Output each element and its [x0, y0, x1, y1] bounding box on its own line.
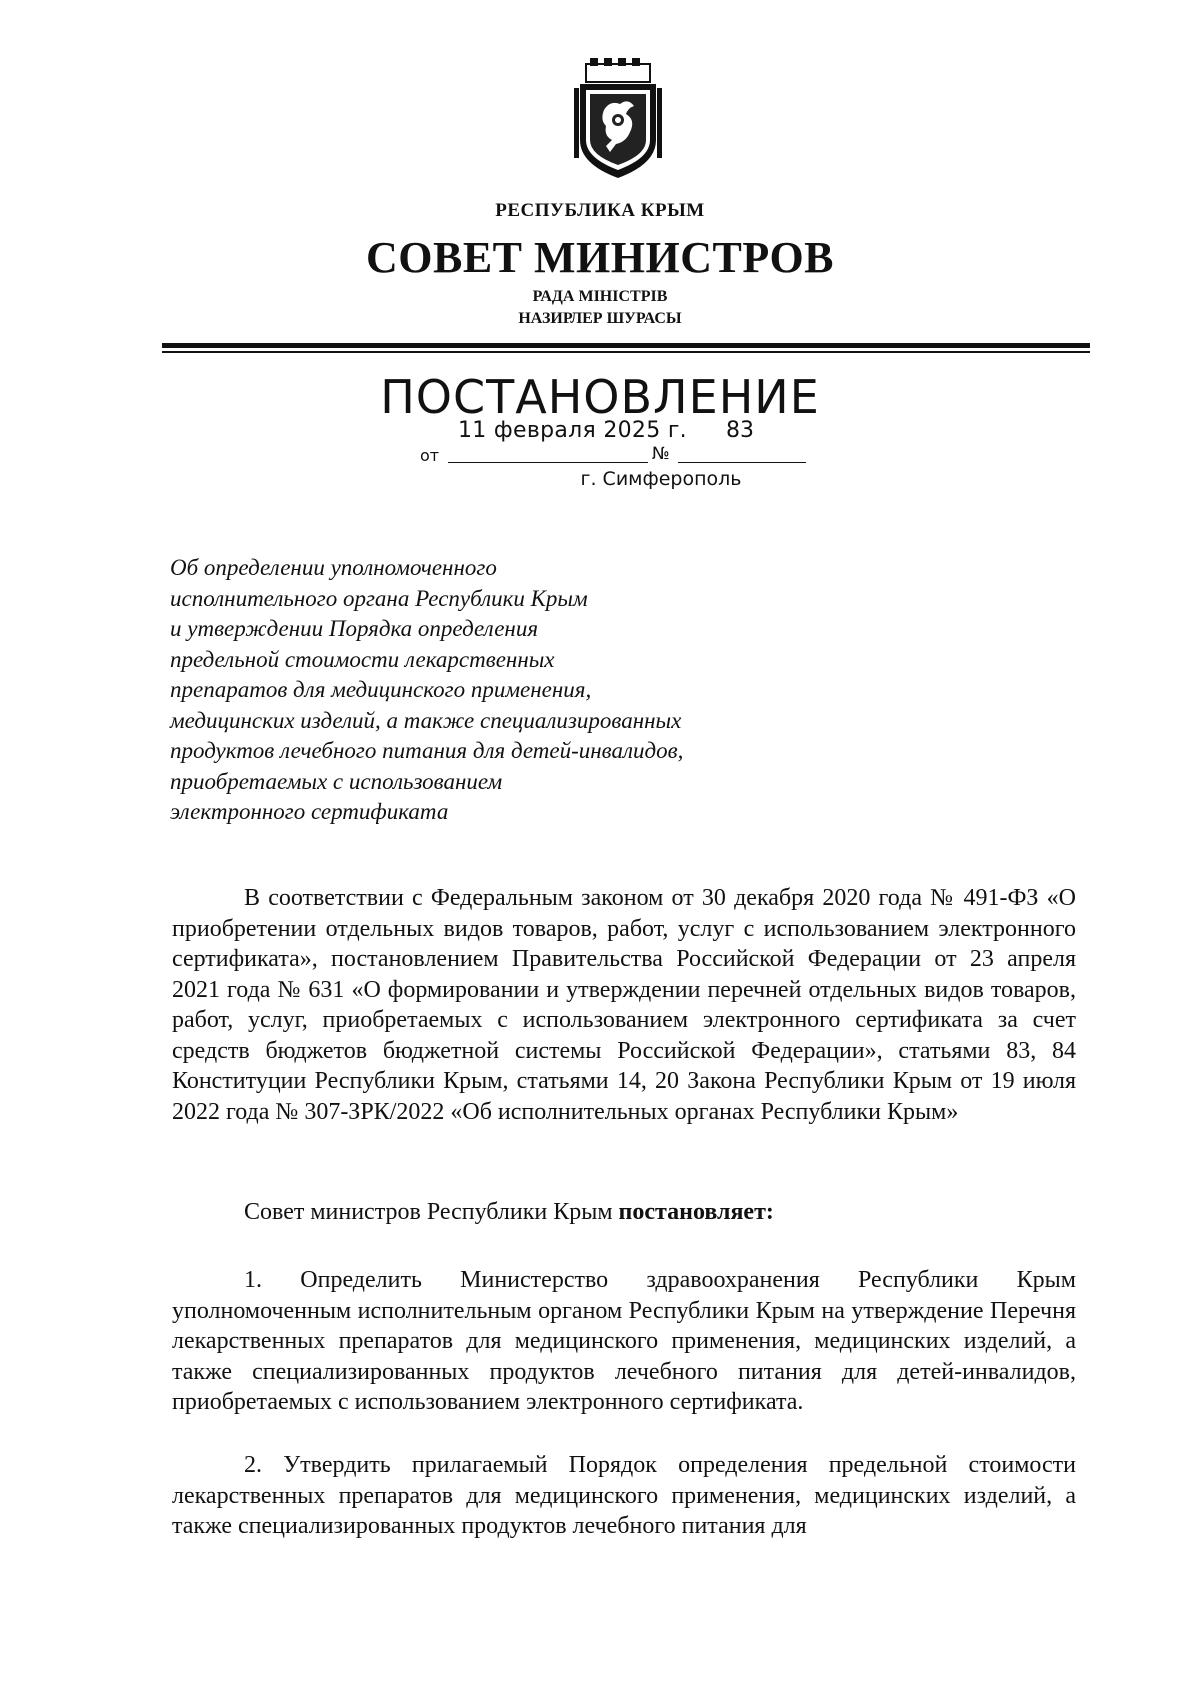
- number-underline: [678, 462, 806, 463]
- subject-line: предельной стоимости лекарственных: [170, 646, 555, 672]
- subject-line: и утверждении Порядка определения: [170, 616, 539, 641]
- decree-number: 83: [726, 418, 754, 443]
- header-divider-thin: [162, 351, 1090, 353]
- subject-line: электронного сертификата: [170, 799, 449, 824]
- subject-line: приобретаемых с использованием: [170, 768, 503, 794]
- preamble-paragraph: В соответствии с Федеральным законом от 30 декабря 2020 года № 491-ФЗ «О приобретении отдельных видов товаров, работ, услуг с использованием электронного сертификата», постановлением Правительства Российской Федерации от 23 апреля 2021 года № 631 «О формировании и утверждении перечней отдельных видов товаров, работ, услуг, приобретаемых с использованием электронного сертификата за счет средств бюджетов бюджетной системы Российской Федерации», статьями 83, 84 Конституции Республики Крым, статьями 14, 20 Закона Республики Крым от 19 июля 2022 года № 307-ЗРК/2022 «Об исполнительных органах Республики Крым»: [172, 885, 1076, 1125]
- subject-line: продуктов лечебного питания для детей-инвалидов,: [170, 738, 684, 763]
- item-1-paragraph: 1. Определить Министерство здравоохранения Республики Крым уполномоченным исполнительным органом Республики Крым на утверждение Перечня лекарственных препаратов для медицинского применения, медицинских изделий, а также специализированных продуктов лечебного питания для детей-инвалидов, приобретаемых с использованием электронного сертификата.: [172, 1267, 1076, 1415]
- resolves-prefix: Совет министров Республики Крым: [244, 1199, 619, 1225]
- subject-line: препаратов для медицинского применения,: [170, 677, 592, 702]
- number-sign: №: [652, 444, 670, 464]
- decree-date: 11 февраля 2025 г.: [458, 418, 687, 443]
- decree-subject: [170, 553, 830, 828]
- header-divider-thick: [162, 343, 1090, 348]
- item-2-paragraph: 2. Утвердить прилагаемый Порядок определения предельной стоимости лекарственных препаратов для медицинского применения, медицинских изделий, а также специализированных продуктов лечебного питания для: [172, 1452, 1076, 1539]
- council-heading-crimean-tatar: НАЗИРЛЕР ШУРАСЫ: [518, 310, 682, 327]
- decree-date-number-line: [420, 418, 840, 468]
- republic-heading: РЕСПУБЛИКА КРЫМ: [495, 200, 705, 221]
- subject-line: медицинских изделий, а также специализированных: [170, 707, 682, 733]
- council-heading-ukrainian: РАДА МІНІСТРІВ: [532, 288, 668, 305]
- crimea-coat-of-arms-icon: [570, 58, 666, 182]
- resolves-keyword: постановляет:: [618, 1199, 774, 1225]
- date-underline: [448, 462, 648, 463]
- subject-line: Об определении уполномоченного: [170, 555, 497, 580]
- date-prefix: от: [420, 446, 440, 465]
- decree-city: г. Симферополь: [580, 468, 742, 490]
- council-heading: СОВЕТ МИНИСТРОВ: [365, 233, 835, 282]
- resolves-paragraph: [172, 1197, 1076, 1228]
- subject-line: исполнительного органа Республики Крым: [170, 585, 588, 611]
- decree-title: ПОСТАНОВЛЕНИЕ: [380, 370, 820, 424]
